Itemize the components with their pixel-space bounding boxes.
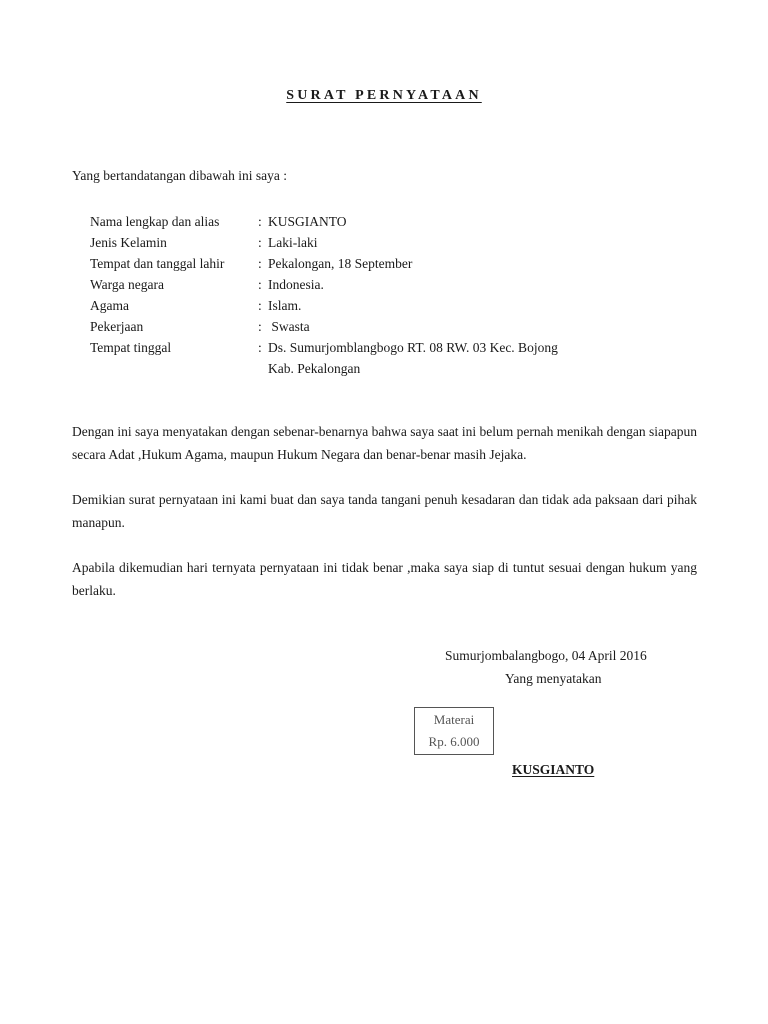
place-date: Sumurjombalangbogo, 04 April 2016	[445, 648, 647, 663]
letter-title-text: SURAT PERNYATAAN	[286, 88, 482, 103]
stamp-value: Rp. 6.000	[428, 734, 480, 749]
identity-value: Swasta	[268, 319, 310, 334]
identity-value: Ds. Sumurjomblangbogo RT. 08 RW. 03 Kec. Bojong	[268, 340, 558, 355]
identity-value: KUSGIANTO	[268, 214, 347, 229]
identity-value: Pekalongan, 18 September	[268, 256, 413, 271]
letter-title	[0, 88, 768, 104]
address-continuation: Kab. Pekalongan	[268, 361, 361, 376]
identity-block	[90, 211, 650, 379]
identity-row-birth	[90, 253, 650, 274]
identity-label: Jenis Kelamin	[90, 235, 167, 250]
identity-colon: :	[258, 340, 262, 355]
identity-row-address	[90, 337, 650, 358]
statement-paragraph: Dengan ini saya menyatakan dengan sebenar-benarnya bahwa saya saat ini belum pernah menikah dengan siapapun secara Adat ,Hukum Agama, maupun Hukum Negara dan benar-benar masih Jejaka.	[72, 424, 697, 462]
identity-colon: :	[258, 319, 262, 334]
closing-paragraph: Demikian surat pernyataan ini kami buat dan saya tanda tangani penuh kesadaran dan tidak ada paksaan dari pihak manapun.	[72, 492, 697, 530]
stamp-box	[414, 707, 494, 755]
identity-label: Pekerjaan	[90, 319, 144, 334]
identity-row-name	[90, 211, 650, 232]
identity-row-citizenship	[90, 274, 650, 295]
identity-label: Tempat tinggal	[90, 340, 172, 355]
identity-colon: :	[258, 214, 262, 229]
intro-text: Yang bertandatangan dibawah ini saya :	[72, 168, 287, 183]
identity-colon: :	[258, 256, 262, 271]
identity-value: Laki-laki	[268, 235, 318, 250]
identity-colon: :	[258, 277, 262, 292]
identity-label: Tempat dan tanggal lahir	[90, 256, 225, 271]
signer-name: KUSGIANTO	[512, 762, 595, 777]
identity-value: Indonesia.	[268, 277, 324, 292]
identity-row-gender	[90, 232, 650, 253]
identity-label: Warga negara	[90, 277, 164, 292]
identity-colon: :	[258, 298, 262, 313]
identity-label: Nama lengkap dan alias	[90, 214, 220, 229]
signer-label: Yang menyatakan	[505, 671, 602, 686]
identity-row-address-continuation	[90, 358, 650, 379]
identity-colon: :	[258, 235, 262, 250]
stamp-label: Materai	[433, 712, 475, 727]
identity-row-occupation	[90, 316, 650, 337]
identity-row-religion	[90, 295, 650, 316]
consequence-paragraph: Apabila dikemudian hari ternyata pernyataan ini tidak benar ,maka saya siap di tuntut sesuai dengan hukum yang berlaku.	[72, 560, 697, 598]
identity-value: Islam.	[268, 298, 302, 313]
identity-label: Agama	[90, 298, 129, 313]
